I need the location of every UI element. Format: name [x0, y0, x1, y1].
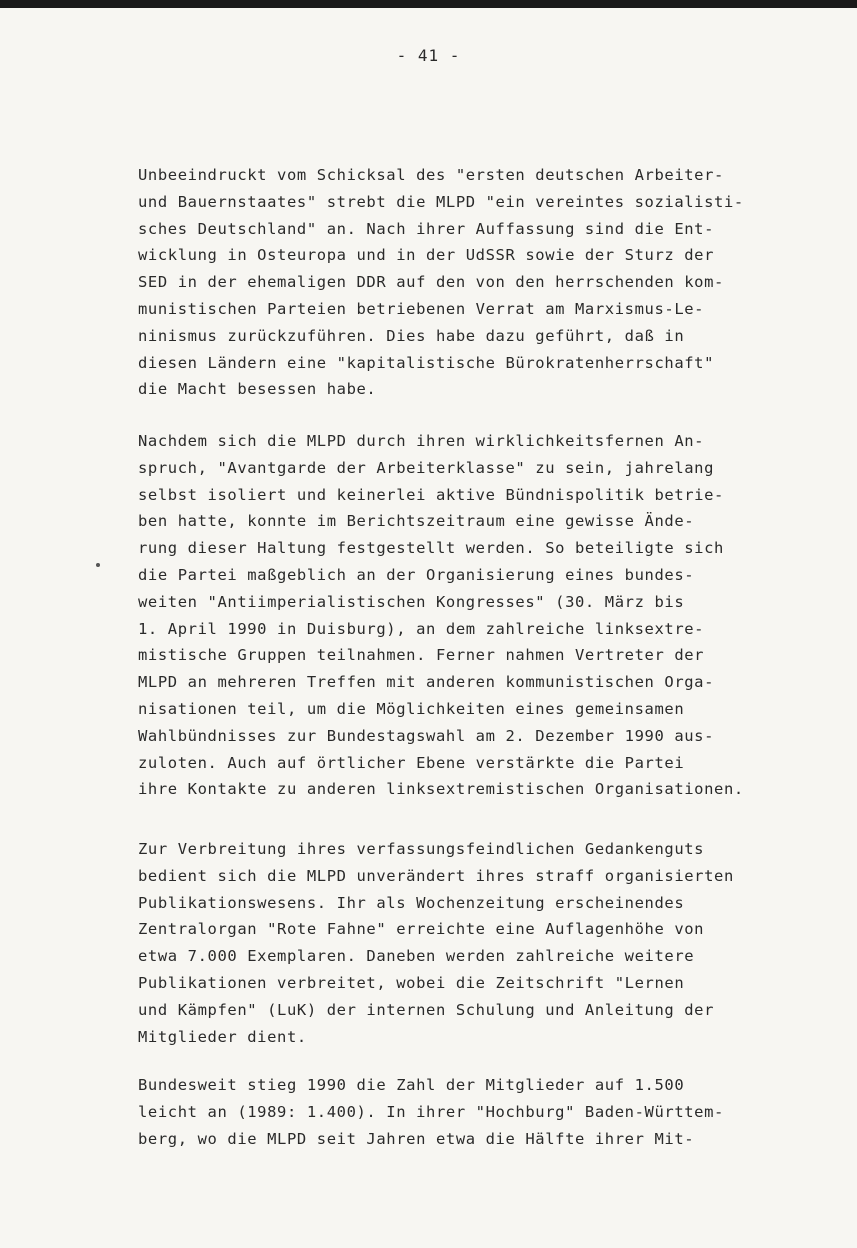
text-line: Publikationswesens. Ihr als Wochenzeitung erscheinendes — [138, 893, 685, 912]
text-line: zuloten. Auch auf örtlicher Ebene verstärkte die Partei — [138, 753, 685, 772]
text-line: weiten "Antiimperialistischen Kongresses" (30. März bis — [138, 592, 685, 611]
text-line: Zur Verbreitung ihres verfassungsfeindlichen Gedankenguts — [138, 840, 705, 858]
page-number: - 41 - — [396, 46, 461, 65]
text-line: diesen Ländern eine "kapitalistische Bürokratenherrschaft" — [138, 353, 715, 372]
text-line: ben hatte, konnte im Berichtszeitraum eine gewisse Ände- — [138, 512, 695, 531]
text-line: die Partei maßgeblich an der Organisierung eines bundes- — [138, 565, 695, 584]
text-line: wicklung in Osteuropa und in der UdSSR sowie der Sturz der — [138, 246, 715, 265]
text-line: Bundesweit stieg 1990 die Zahl der Mitglieder auf 1.500 — [138, 1076, 685, 1094]
text-line: berg, wo die MLPD seit Jahren etwa die Hälfte ihrer Mit- — [138, 1129, 695, 1148]
text-line: Publikationen verbreitet, wobei die Zeitschrift "Lernen — [138, 973, 685, 992]
text-line: nisationen teil, um die Möglichkeiten eines gemeinsamen — [138, 699, 685, 718]
scan-top-edge — [0, 0, 857, 8]
text-line: bedient sich die MLPD unverändert ihres straff organisierten — [138, 866, 734, 885]
scan-speck — [96, 563, 100, 567]
paragraph-4 — [138, 1072, 818, 1152]
text-line: Mitglieder dient. — [138, 1027, 307, 1046]
text-line: selbst isoliert und keinerlei aktive Bündnispolitik betrie- — [138, 485, 724, 504]
text-line: und Bauernstaates" strebt die MLPD "ein vereintes sozialisti- — [138, 192, 744, 211]
text-line: ihre Kontakte zu anderen linksextremistischen Organisationen. — [138, 780, 744, 799]
text-line: etwa 7.000 Exemplaren. Daneben werden zahlreiche weitere — [138, 947, 695, 966]
text-line: Nachdem sich die MLPD durch ihren wirklichkeitsfernen An- — [138, 432, 705, 450]
paragraph-2 — [138, 428, 818, 803]
text-line: die Macht besessen habe. — [138, 380, 377, 399]
text-line: Wahlbündnisses zur Bundestagswahl am 2. Dezember 1990 aus- — [138, 726, 715, 745]
text-line: ninismus zurückzuführen. Dies habe dazu geführt, daß in — [138, 326, 685, 345]
paragraph-1 — [138, 162, 818, 403]
text-line: MLPD an mehreren Treffen mit anderen kommunistischen Orga- — [138, 673, 715, 692]
text-line: Zentralorgan "Rote Fahne" erreichte eine Auflagenhöhe von — [138, 920, 705, 939]
text-line: rung dieser Haltung festgestellt werden. So beteiligte sich — [138, 539, 724, 558]
text-line: und Kämpfen" (LuK) der internen Schulung und Anleitung der — [138, 1000, 715, 1019]
paragraph-3 — [138, 836, 818, 1050]
text-line: munistischen Parteien betriebenen Verrat am Marxismus-Le- — [138, 299, 705, 318]
text-line: 1. April 1990 in Duisburg), an dem zahlreiche linksextre- — [138, 619, 705, 638]
text-line: Unbeeindruckt vom Schicksal des "ersten deutschen Arbeiter- — [138, 166, 724, 184]
text-line: SED in der ehemaligen DDR auf den von den herrschenden kom- — [138, 273, 724, 292]
text-line: mistische Gruppen teilnahmen. Ferner nahmen Vertreter der — [138, 646, 705, 665]
text-line: sches Deutschland" an. Nach ihrer Auffassung sind die Ent- — [138, 219, 715, 238]
text-line: spruch, "Avantgarde der Arbeiterklasse" zu sein, jahrelang — [138, 458, 715, 477]
text-line: leicht an (1989: 1.400). In ihrer "Hochburg" Baden-Württem- — [138, 1102, 724, 1121]
